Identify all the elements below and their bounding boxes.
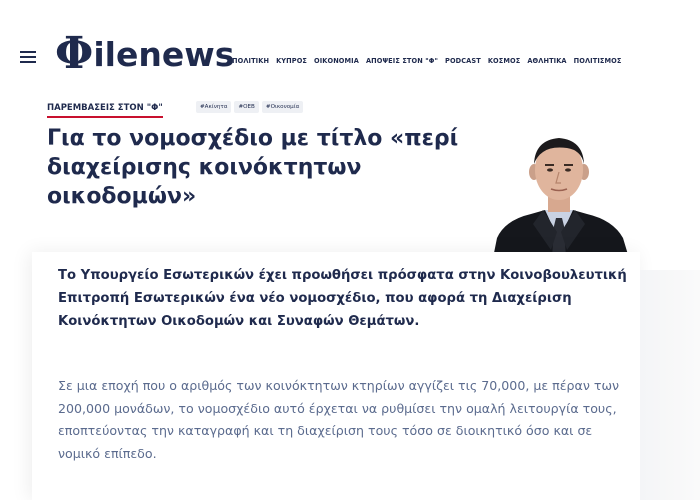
article-title: Για το νομοσχέδιο με τίτλο «περί διαχείρισης κοινόκτητων οικοδομών» <box>47 126 459 209</box>
article-body: Σε μια εποχή που ο αριθμός των κοινόκτητων κτηρίων αγγίζει τις 70,000, με πέραν των 200,000 μονάδων, το νομοσχέδιο αυτό έρχεται να ρυθμίσει την ομαλή λειτουργία τους, εποπτεύοντας την καταγραφή και τη διαχείριση τους τόσο σε διοικητικό όσο και σε νομικό επίπεδο. <box>58 378 620 461</box>
nav-item-culture[interactable]: ΠΟΛΙΤΙΣΜΟΣ <box>573 57 622 65</box>
nav-item-podcast[interactable]: PODCAST <box>445 57 481 65</box>
main-nav <box>232 57 628 65</box>
author-photo <box>487 128 631 258</box>
nav-item-cyprus[interactable]: ΚΥΠΡΟΣ <box>276 57 308 65</box>
article-tags <box>196 101 303 113</box>
tag-economy[interactable]: #Οικονομία <box>262 101 303 113</box>
site-header <box>0 0 700 100</box>
nav-item-sports[interactable]: ΑΘΛΗΤΙΚΑ <box>527 57 567 65</box>
hamburger-menu-icon[interactable] <box>20 51 36 63</box>
nav-item-opinions[interactable]: ΑΠΟΨΕΙΣ ΣΤΟΝ "Φ" <box>365 57 439 65</box>
tag-real-estate[interactable]: #Ακίνητα <box>196 101 231 113</box>
article-lead: Το Υπουργείο Εσωτερικών έχει προωθήσει πρόσφατα στην Κοινοβουλευτική Επιτροπή Εσωτερικών ένα νέο νομοσχέδιο, που αφορά τη Διαχείριση Κοινόκτητων Οικοδομών και Συναφών Θεμάτων. <box>58 268 627 329</box>
article-section-link[interactable]: ΠΑΡΕΜΒΑΣΕΙΣ ΣΤΟΝ "Φ" <box>47 103 163 118</box>
sidebar-shade <box>640 270 700 500</box>
tag-oeb[interactable]: #ΟΕΒ <box>234 101 258 113</box>
site-logo[interactable] <box>55 28 234 78</box>
nav-item-politics[interactable]: ΠΟΛΙΤΙΚΗ <box>232 57 270 65</box>
logo-symbol: Φ <box>55 28 94 79</box>
logo-text: ilenews <box>93 35 235 74</box>
nav-item-economy[interactable]: ΟΙΚΟΝΟΜΙΑ <box>314 57 359 65</box>
nav-item-world[interactable]: ΚΟΣΜΟΣ <box>487 57 521 65</box>
